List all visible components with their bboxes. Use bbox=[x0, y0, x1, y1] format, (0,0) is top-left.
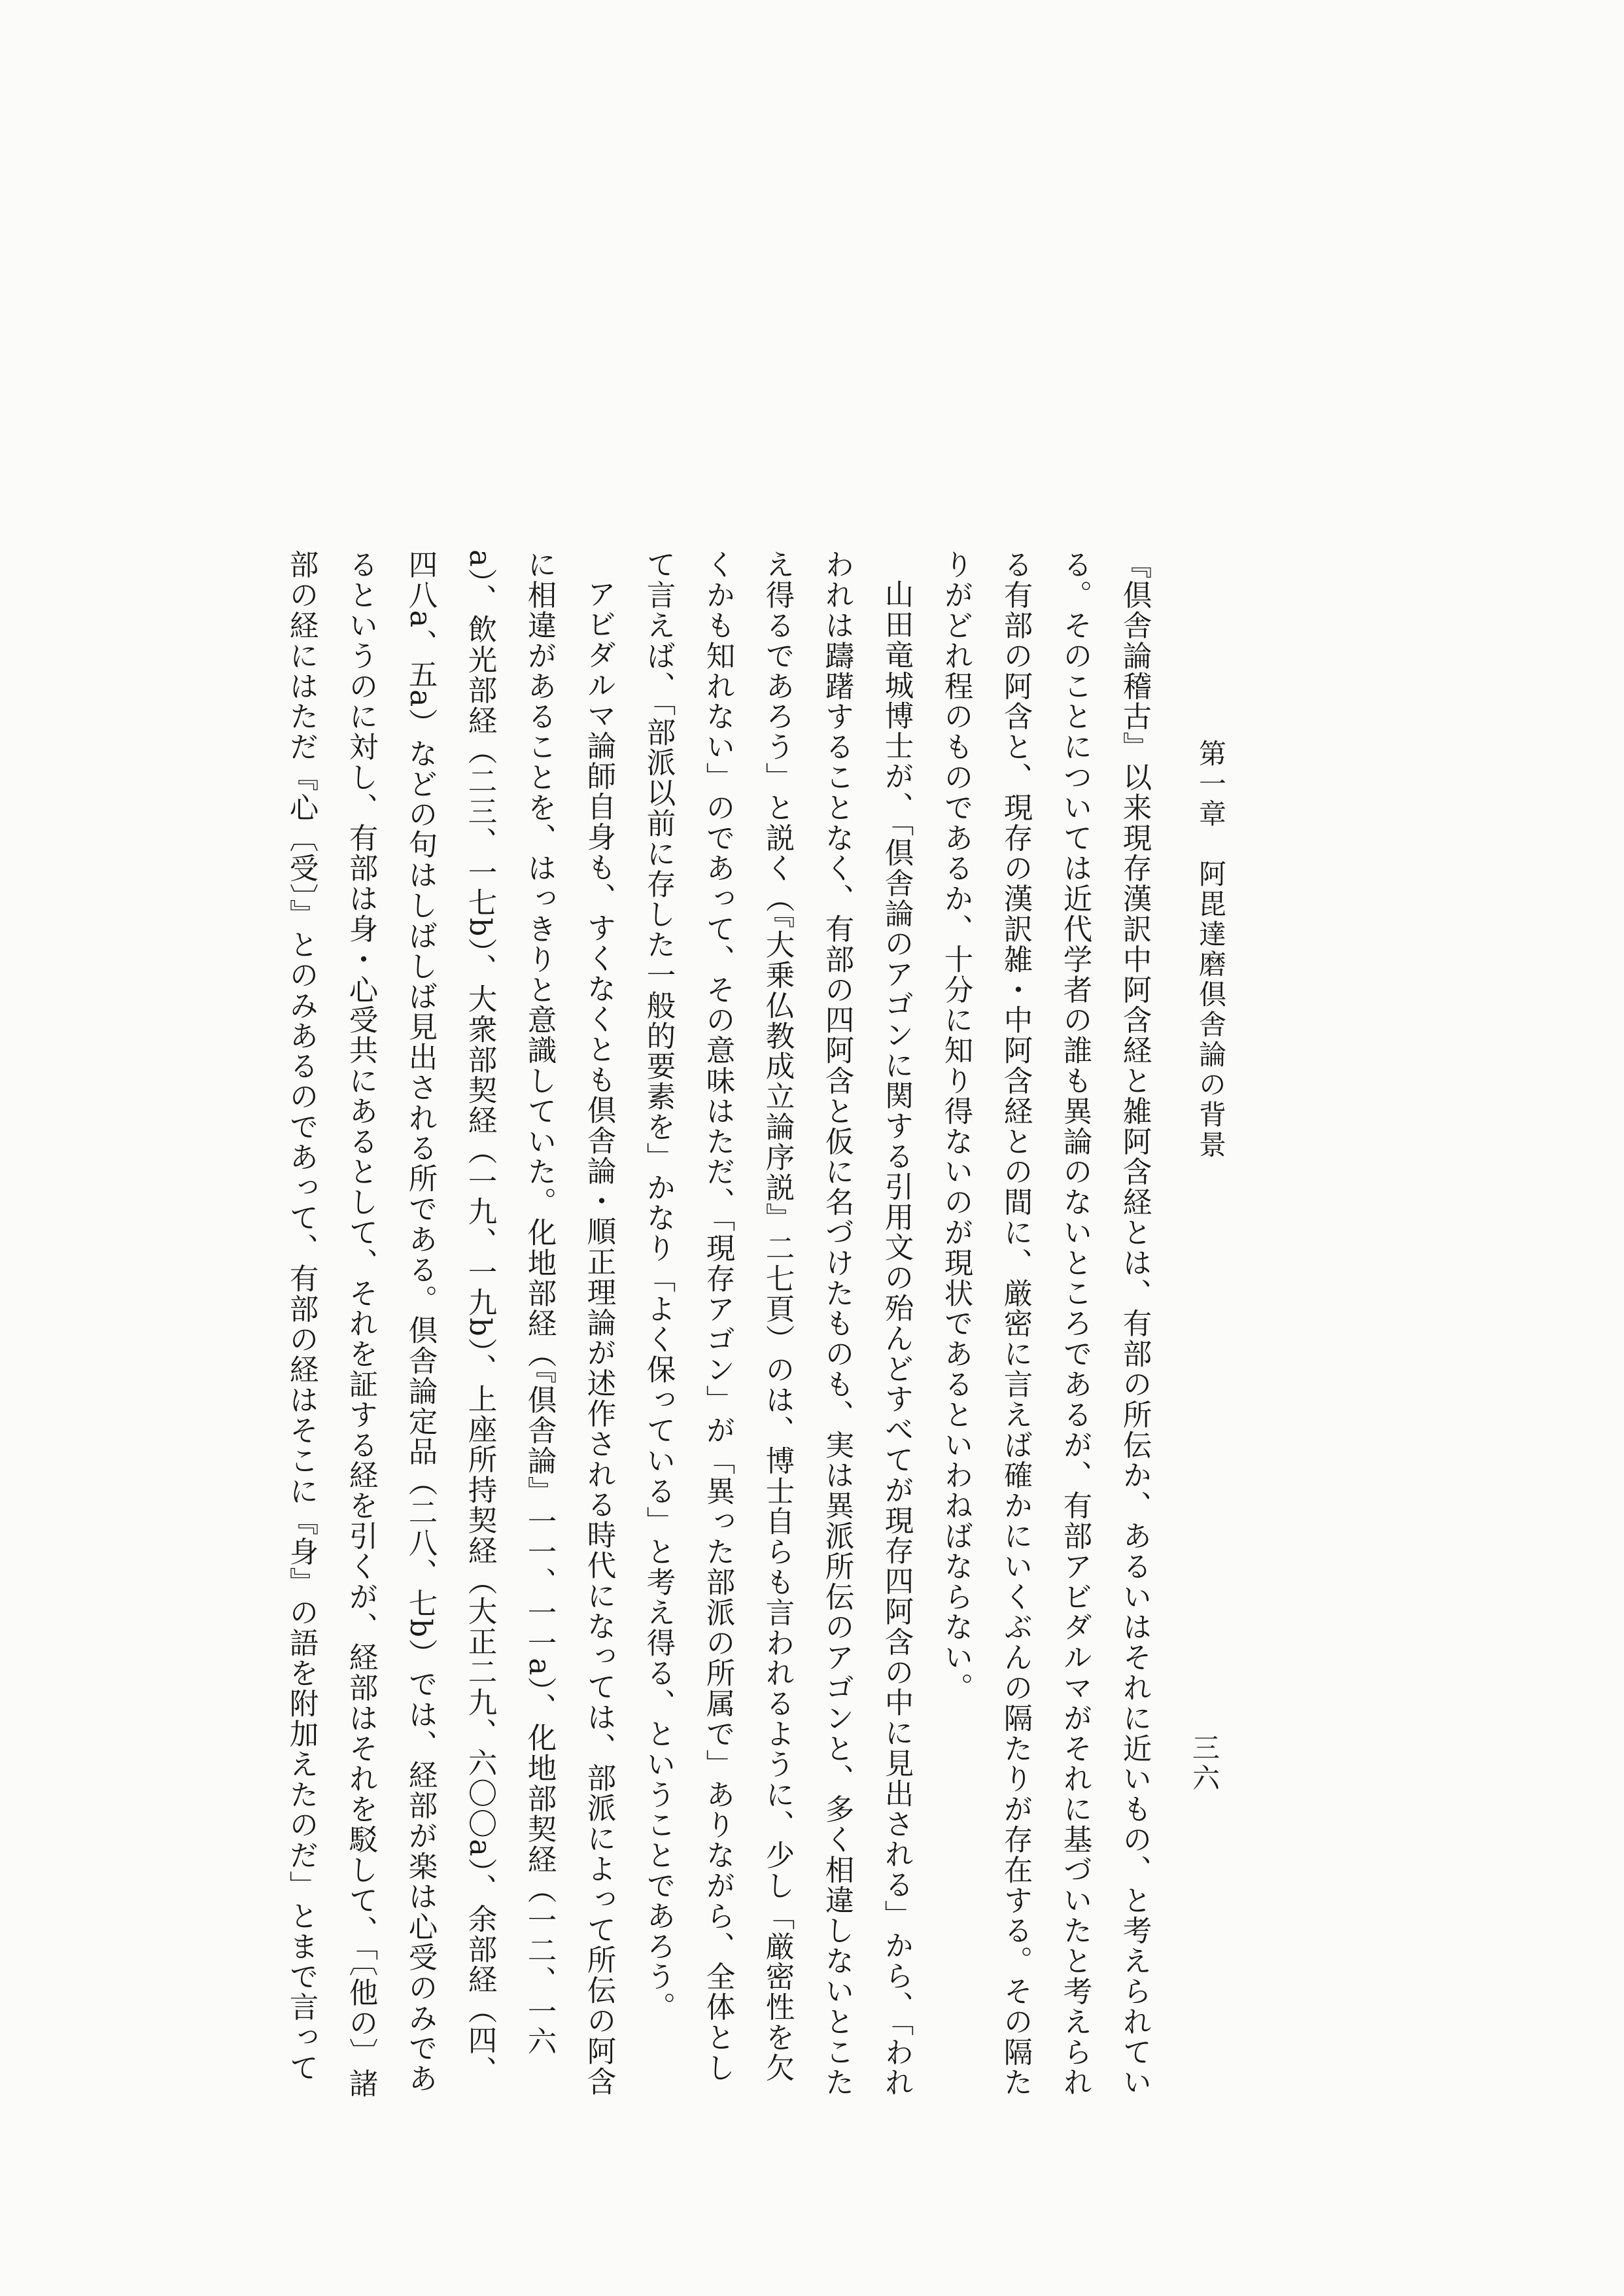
page-number: 三六 bbox=[1188, 1733, 1220, 1794]
paragraph: 『倶舎論稽古』以来現存漢訳中阿含経と雑阿含経とは、有部の所伝か、あるいはそれに近いもの、と考えられている。そのことについては近代学者の誰も異論のないところであるが、有部アビダルマがそれに基づいたと考えられる有部の阿含と、現存の漢訳雑・中阿含経との間に、厳密に言えば確かにいくぶんの隔たりが存在する。その隔たりがどれ程のものであるか、十分に知り得ないのが現状であるといわねばならない。 bbox=[939, 549, 1151, 2098]
paragraph: アビダルマ論師自身も、すくなくとも倶舎論・順正理論が述作される時代になっては、部派によって所伝の阿含に相違があることを、はっきりと意識していた。化地部経（『倶舎論』一一、一一a）、化地部契経（一二、一六a）、飲光部経（二三、一七b）、大衆部契経（一九、一九b）、上座所持契経（大正二九、六〇〇a）、余部経（四、四八a、五a）などの句はしばしば見出される所である。倶舎論定品（二八、七b）では、経部が楽は心受のみであるというのに対し、有部は身・心受共にあるとして、それを証する経を引くが、経部はそれを駁して、「〔他の〕諸部の経にはただ『心〔受〕』とのみあるのであって、有部の経はそこに『身』の語を附加えたのだ」とまで言って bbox=[285, 549, 615, 2099]
body-text bbox=[235, 549, 1164, 2106]
running-head: 第一章 阿毘達磨倶舎論の背景 bbox=[1195, 739, 1227, 1160]
paragraph: 山田竜城博士が、「倶舎論のアゴンに関する引用文の殆んどすべてが現存四阿含の中に見出される」から、「われわれは躊躇することなく、有部の四阿含と仮に名づけたものも、実は異派所伝のアゴンと、多く相違しないとこたえ得るであろう」と説く（『大乗仏教成立論序説』二七頁）のは、博士自らも言われるように、少し「厳密性を欠くかも知れない」のであって、その意味はただ、「現存アゴン」が「異った部派の所属で」ありながら、全体として言えば、「部派以前に存した一般的要素を」かなり「よく保っている」と考え得る、ということであろう。 bbox=[642, 549, 913, 2098]
